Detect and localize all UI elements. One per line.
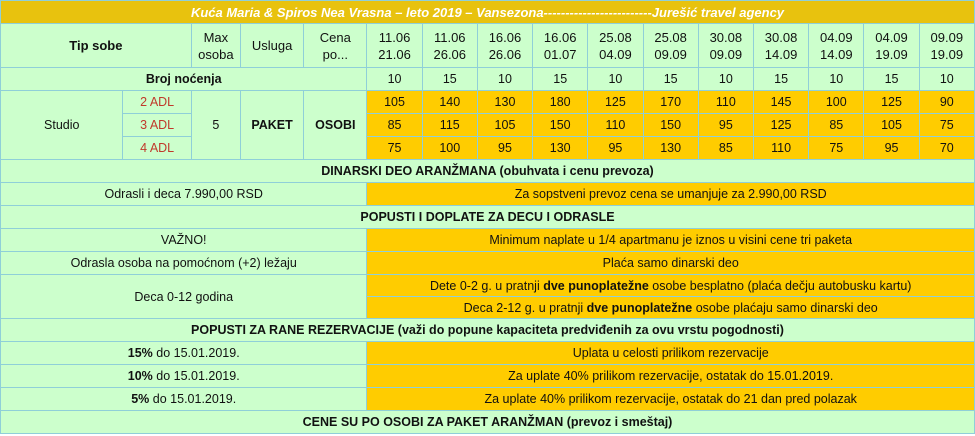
- price-cell: 170: [643, 91, 698, 114]
- nights-value: 15: [533, 68, 588, 91]
- price-cell: 115: [422, 114, 477, 137]
- header-period: 30.08 09.09: [698, 24, 753, 68]
- deca-label: Deca 0-12 godina: [1, 275, 367, 319]
- pomocni-label: Odrasla osoba na pomoćnom (+2) ležaju: [1, 252, 367, 275]
- price-cell: 125: [753, 114, 808, 137]
- vazno-text: Minimum naplate u 1/4 apartmanu je iznos u visini cene tri paketa: [367, 229, 975, 252]
- rane-label: 10% do 15.01.2019.: [1, 365, 367, 388]
- price-cell: 130: [477, 91, 532, 114]
- rane-text: Za uplate 40% prilikom rezervacije, ostatak do 15.01.2019.: [367, 365, 975, 388]
- header-tip-sobe: Tip sobe: [1, 24, 192, 68]
- header-period: 25.08 09.09: [643, 24, 698, 68]
- dinarski-heading: DINARSKI DEO ARANŽMANA (obuhvata i cenu prevoza): [1, 160, 975, 183]
- room-type: Studio: [1, 91, 123, 160]
- nights-value: 10: [477, 68, 532, 91]
- deca-text-1: Dete 0-2 g. u pratnji dve punoplatežne osobe besplatno (plaća dečju autobusku kartu): [367, 275, 975, 297]
- price-cell: 85: [809, 114, 864, 137]
- header-period: 09.09 19.09: [919, 24, 974, 68]
- rane-row: [1, 388, 975, 411]
- dinarski-right: Za sopstveni prevoz cena se umanjuje za 2.990,00 RSD: [367, 183, 975, 206]
- price-cell: 145: [753, 91, 808, 114]
- price-cell: 105: [367, 91, 422, 114]
- occupancy-label: 4 ADL: [123, 137, 191, 160]
- nights-value: 15: [753, 68, 808, 91]
- price-cell: 150: [643, 114, 698, 137]
- price-cell: 110: [753, 137, 808, 160]
- price-cell: 95: [588, 137, 643, 160]
- deca-row: [1, 275, 975, 297]
- rane-label: 15% do 15.01.2019.: [1, 342, 367, 365]
- nights-value: 15: [422, 68, 477, 91]
- rane-row: [1, 365, 975, 388]
- price-cell: 105: [864, 114, 919, 137]
- price-cell: 75: [809, 137, 864, 160]
- service-type: PAKET: [240, 91, 303, 160]
- table-title: Kuća Maria & Spiros Nea Vrasna – leto 2019 – Vansezona-------------------------Jurešić travel agency: [1, 1, 975, 24]
- price-cell: 75: [367, 137, 422, 160]
- header-cena-po: Cena po...: [304, 24, 367, 68]
- nights-value: 15: [864, 68, 919, 91]
- nights-row: [1, 68, 975, 91]
- rane-heading: POPUSTI ZA RANE REZERVACIJE (važi do popune kapaciteta predviđenih za ovu vrstu pogodnosti): [1, 319, 975, 342]
- vazno-label: VAŽNO!: [1, 229, 367, 252]
- price-cell: 140: [422, 91, 477, 114]
- occupancy-label: 2 ADL: [123, 91, 191, 114]
- nights-label: Broj noćenja: [1, 68, 367, 91]
- price-cell: 95: [864, 137, 919, 160]
- section-heading-row: [1, 206, 975, 229]
- nights-value: 15: [643, 68, 698, 91]
- price-cell: 110: [698, 91, 753, 114]
- vazno-row: [1, 229, 975, 252]
- header-max-osoba: Max osoba: [191, 24, 240, 68]
- nights-value: 10: [809, 68, 864, 91]
- header-period: 16.06 01.07: [533, 24, 588, 68]
- price-cell: 75: [919, 114, 974, 137]
- nights-value: 10: [919, 68, 974, 91]
- header-usluga: Usluga: [240, 24, 303, 68]
- deca-text-2: Deca 2-12 g. u pratnji dve punoplatežne osobe plaćaju samo dinarski deo: [367, 297, 975, 319]
- rane-row: [1, 342, 975, 365]
- price-cell: 150: [533, 114, 588, 137]
- header-period: 30.08 14.09: [753, 24, 808, 68]
- section-heading-row: [1, 160, 975, 183]
- price-cell: 85: [367, 114, 422, 137]
- header-period: 04.09 14.09: [809, 24, 864, 68]
- pomocni-text: Plaća samo dinarski deo: [367, 252, 975, 275]
- price-cell: 70: [919, 137, 974, 160]
- price-cell: 100: [809, 91, 864, 114]
- price-per: OSOBI: [304, 91, 367, 160]
- price-cell: 90: [919, 91, 974, 114]
- nights-value: 10: [367, 68, 422, 91]
- studio-row: [1, 114, 975, 137]
- rane-text: Za uplate 40% prilikom rezervacije, ostatak do 21 dan pred polazak: [367, 388, 975, 411]
- popusti-heading: POPUSTI I DOPLATE ZA DECU I ODRASLE: [1, 206, 975, 229]
- section-heading-row: [1, 319, 975, 342]
- header-period: 25.08 04.09: [588, 24, 643, 68]
- occupancy-label: 3 ADL: [123, 114, 191, 137]
- price-cell: 105: [477, 114, 532, 137]
- max-persons: 5: [191, 91, 240, 160]
- price-cell: 95: [698, 114, 753, 137]
- dinarski-left: Odrasli i deca 7.990,00 RSD: [1, 183, 367, 206]
- price-cell: 180: [533, 91, 588, 114]
- header-period: 04.09 19.09: [864, 24, 919, 68]
- footer-note: CENE SU PO OSOBI ZA PAKET ARANŽMAN (prevoz i smeštaj): [1, 411, 975, 434]
- footer-row: [1, 411, 975, 434]
- price-cell: 95: [477, 137, 532, 160]
- price-cell: 125: [864, 91, 919, 114]
- price-cell: 100: [422, 137, 477, 160]
- price-cell: 130: [533, 137, 588, 160]
- price-cell: 85: [698, 137, 753, 160]
- pomocni-row: [1, 252, 975, 275]
- header-period: 11.06 26.06: [422, 24, 477, 68]
- price-cell: 110: [588, 114, 643, 137]
- rane-text: Uplata u celosti prilikom rezervacije: [367, 342, 975, 365]
- studio-row: [1, 91, 975, 114]
- header-period: 11.06 21.06: [367, 24, 422, 68]
- rane-label: 5% do 15.01.2019.: [1, 388, 367, 411]
- header-period: 16.06 26.06: [477, 24, 532, 68]
- nights-value: 10: [698, 68, 753, 91]
- studio-row: [1, 137, 975, 160]
- dinarski-row: [1, 183, 975, 206]
- price-cell: 130: [643, 137, 698, 160]
- header-row: [1, 24, 975, 68]
- price-cell: 125: [588, 91, 643, 114]
- nights-value: 10: [588, 68, 643, 91]
